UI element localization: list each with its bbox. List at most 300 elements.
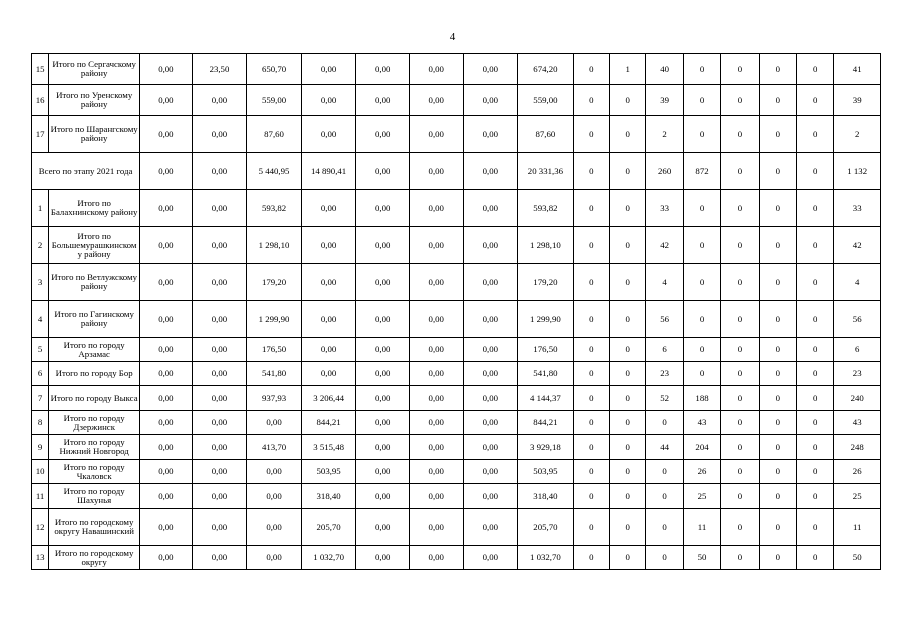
value-cell: 0 bbox=[610, 153, 646, 190]
value-cell: 0,00 bbox=[409, 227, 463, 264]
value-cell: 844,21 bbox=[518, 411, 574, 435]
value-cell: 0 bbox=[683, 85, 720, 116]
value-cell: 0,00 bbox=[409, 484, 463, 509]
value-cell: 1 032,70 bbox=[301, 546, 356, 570]
table-body bbox=[32, 54, 881, 570]
value-cell: 0 bbox=[721, 411, 759, 435]
value-cell: 674,20 bbox=[518, 54, 574, 85]
value-cell: 0 bbox=[797, 362, 834, 386]
value-cell: 0,00 bbox=[192, 85, 247, 116]
value-cell: 0 bbox=[797, 546, 834, 570]
value-cell: 179,20 bbox=[518, 264, 574, 301]
value-cell: 0,00 bbox=[463, 301, 518, 338]
district-name-cell: Итого по городу Арзамас bbox=[49, 338, 140, 362]
value-cell: 0,00 bbox=[463, 546, 518, 570]
value-cell: 0,00 bbox=[301, 301, 356, 338]
value-cell: 0,00 bbox=[140, 509, 193, 546]
value-cell: 0 bbox=[573, 264, 609, 301]
value-cell: 56 bbox=[646, 301, 683, 338]
table-row bbox=[32, 190, 881, 227]
value-cell: 0 bbox=[610, 509, 646, 546]
value-cell: 0 bbox=[573, 190, 609, 227]
value-cell: 0,00 bbox=[192, 546, 247, 570]
value-cell: 0 bbox=[759, 227, 796, 264]
value-cell: 0,00 bbox=[247, 484, 302, 509]
value-cell: 0,00 bbox=[140, 386, 193, 411]
value-cell: 20 331,36 bbox=[518, 153, 574, 190]
row-number-cell: 8 bbox=[32, 411, 49, 435]
value-cell: 541,80 bbox=[247, 362, 302, 386]
table-row bbox=[32, 227, 881, 264]
value-cell: 0 bbox=[646, 509, 683, 546]
value-cell: 0 bbox=[573, 116, 609, 153]
row-number-cell: 3 bbox=[32, 264, 49, 301]
value-cell: 11 bbox=[683, 509, 720, 546]
value-cell: 0 bbox=[721, 190, 759, 227]
value-cell: 559,00 bbox=[247, 85, 302, 116]
value-cell: 0 bbox=[610, 190, 646, 227]
value-cell: 0,00 bbox=[140, 460, 193, 484]
district-name-cell: Итого по городскому округу bbox=[49, 546, 140, 570]
value-cell: 0 bbox=[573, 338, 609, 362]
value-cell: 0,00 bbox=[356, 190, 410, 227]
value-cell: 0,00 bbox=[192, 484, 247, 509]
value-cell: 0,00 bbox=[301, 227, 356, 264]
value-cell: 0,00 bbox=[409, 435, 463, 460]
value-cell: 0,00 bbox=[463, 362, 518, 386]
value-cell: 0 bbox=[646, 411, 683, 435]
value-cell: 1 299,90 bbox=[247, 301, 302, 338]
value-cell: 0 bbox=[610, 227, 646, 264]
value-cell: 0 bbox=[610, 484, 646, 509]
table-row bbox=[32, 362, 881, 386]
value-cell: 541,80 bbox=[518, 362, 574, 386]
value-cell: 26 bbox=[834, 460, 881, 484]
value-cell: 23 bbox=[834, 362, 881, 386]
value-cell: 0,00 bbox=[140, 435, 193, 460]
value-cell: 0 bbox=[759, 362, 796, 386]
value-cell: 260 bbox=[646, 153, 683, 190]
value-cell: 318,40 bbox=[301, 484, 356, 509]
value-cell: 0 bbox=[721, 386, 759, 411]
value-cell: 2 bbox=[646, 116, 683, 153]
table-row bbox=[32, 460, 881, 484]
value-cell: 0,00 bbox=[356, 411, 410, 435]
value-cell: 25 bbox=[683, 484, 720, 509]
value-cell: 0 bbox=[683, 227, 720, 264]
value-cell: 0 bbox=[721, 227, 759, 264]
district-name-cell: Итого по городу Бор bbox=[49, 362, 140, 386]
value-cell: 0,00 bbox=[247, 546, 302, 570]
value-cell: 0 bbox=[573, 153, 609, 190]
value-cell: 0 bbox=[721, 301, 759, 338]
value-cell: 0,00 bbox=[409, 362, 463, 386]
value-cell: 0,00 bbox=[409, 386, 463, 411]
value-cell: 0,00 bbox=[463, 338, 518, 362]
value-cell: 0,00 bbox=[192, 227, 247, 264]
value-cell: 559,00 bbox=[518, 85, 574, 116]
value-cell: 0,00 bbox=[140, 362, 193, 386]
value-cell: 52 bbox=[646, 386, 683, 411]
total-label-cell: Всего по этапу 2021 года bbox=[32, 153, 140, 190]
value-cell: 0 bbox=[759, 153, 796, 190]
value-cell: 0 bbox=[721, 85, 759, 116]
value-cell: 6 bbox=[834, 338, 881, 362]
value-cell: 0,00 bbox=[192, 411, 247, 435]
value-cell: 56 bbox=[834, 301, 881, 338]
value-cell: 4 144,37 bbox=[518, 386, 574, 411]
value-cell: 0,00 bbox=[140, 190, 193, 227]
report-table bbox=[31, 53, 881, 570]
value-cell: 593,82 bbox=[518, 190, 574, 227]
value-cell: 11 bbox=[834, 509, 881, 546]
value-cell: 42 bbox=[646, 227, 683, 264]
value-cell: 0 bbox=[759, 546, 796, 570]
row-number-cell: 9 bbox=[32, 435, 49, 460]
table-row bbox=[32, 484, 881, 509]
value-cell: 39 bbox=[834, 85, 881, 116]
value-cell: 0 bbox=[573, 509, 609, 546]
value-cell: 42 bbox=[834, 227, 881, 264]
value-cell: 318,40 bbox=[518, 484, 574, 509]
value-cell: 844,21 bbox=[301, 411, 356, 435]
value-cell: 0,00 bbox=[409, 85, 463, 116]
value-cell: 0 bbox=[797, 386, 834, 411]
value-cell: 872 bbox=[683, 153, 720, 190]
district-name-cell: Итого по Ветлужскому району bbox=[49, 264, 140, 301]
value-cell: 1 299,90 bbox=[518, 301, 574, 338]
value-cell: 0,00 bbox=[463, 509, 518, 546]
value-cell: 0 bbox=[646, 484, 683, 509]
row-number-cell: 6 bbox=[32, 362, 49, 386]
value-cell: 0,00 bbox=[409, 116, 463, 153]
value-cell: 0 bbox=[721, 509, 759, 546]
value-cell: 0 bbox=[797, 116, 834, 153]
value-cell: 0 bbox=[721, 546, 759, 570]
value-cell: 0,00 bbox=[356, 546, 410, 570]
value-cell: 0,00 bbox=[192, 153, 247, 190]
district-name-cell: Итого по городскому округу Навашинский bbox=[49, 509, 140, 546]
value-cell: 0 bbox=[573, 301, 609, 338]
value-cell: 40 bbox=[646, 54, 683, 85]
row-number-cell: 16 bbox=[32, 85, 49, 116]
value-cell: 205,70 bbox=[301, 509, 356, 546]
table-row bbox=[32, 411, 881, 435]
value-cell: 0,00 bbox=[301, 190, 356, 227]
value-cell: 0 bbox=[721, 460, 759, 484]
value-cell: 0,00 bbox=[140, 153, 193, 190]
table-row bbox=[32, 338, 881, 362]
value-cell: 0 bbox=[721, 54, 759, 85]
value-cell: 240 bbox=[834, 386, 881, 411]
value-cell: 0 bbox=[759, 435, 796, 460]
value-cell: 0,00 bbox=[409, 338, 463, 362]
value-cell: 0 bbox=[610, 301, 646, 338]
value-cell: 0,00 bbox=[463, 54, 518, 85]
value-cell: 0,00 bbox=[463, 153, 518, 190]
value-cell: 0 bbox=[721, 338, 759, 362]
district-name-cell: Итого по городу Шахунья bbox=[49, 484, 140, 509]
value-cell: 0,00 bbox=[463, 116, 518, 153]
value-cell: 0 bbox=[683, 54, 720, 85]
value-cell: 3 206,44 bbox=[301, 386, 356, 411]
value-cell: 1 bbox=[610, 54, 646, 85]
value-cell: 4 bbox=[646, 264, 683, 301]
value-cell: 0,00 bbox=[409, 301, 463, 338]
value-cell: 0 bbox=[683, 190, 720, 227]
value-cell: 0 bbox=[797, 153, 834, 190]
value-cell: 0 bbox=[759, 54, 796, 85]
value-cell: 0,00 bbox=[463, 435, 518, 460]
value-cell: 0 bbox=[759, 301, 796, 338]
value-cell: 503,95 bbox=[301, 460, 356, 484]
value-cell: 176,50 bbox=[247, 338, 302, 362]
value-cell: 0,00 bbox=[192, 116, 247, 153]
value-cell: 26 bbox=[683, 460, 720, 484]
value-cell: 0,00 bbox=[356, 153, 410, 190]
table-row bbox=[32, 264, 881, 301]
value-cell: 0 bbox=[797, 484, 834, 509]
value-cell: 0,00 bbox=[356, 264, 410, 301]
value-cell: 23 bbox=[646, 362, 683, 386]
value-cell: 0,00 bbox=[247, 411, 302, 435]
value-cell: 0 bbox=[721, 264, 759, 301]
district-name-cell: Итого по городу Выкса bbox=[49, 386, 140, 411]
value-cell: 0 bbox=[683, 116, 720, 153]
value-cell: 0,00 bbox=[463, 484, 518, 509]
value-cell: 0,00 bbox=[140, 54, 193, 85]
table-row bbox=[32, 386, 881, 411]
value-cell: 0 bbox=[797, 227, 834, 264]
value-cell: 0,00 bbox=[356, 509, 410, 546]
value-cell: 0 bbox=[646, 460, 683, 484]
value-cell: 33 bbox=[646, 190, 683, 227]
value-cell: 33 bbox=[834, 190, 881, 227]
value-cell: 0,00 bbox=[409, 264, 463, 301]
value-cell: 0,00 bbox=[356, 116, 410, 153]
value-cell: 204 bbox=[683, 435, 720, 460]
value-cell: 0,00 bbox=[192, 190, 247, 227]
row-number-cell: 10 bbox=[32, 460, 49, 484]
value-cell: 0 bbox=[797, 411, 834, 435]
value-cell: 248 bbox=[834, 435, 881, 460]
value-cell: 0 bbox=[610, 435, 646, 460]
value-cell: 6 bbox=[646, 338, 683, 362]
value-cell: 41 bbox=[834, 54, 881, 85]
value-cell: 0,00 bbox=[463, 386, 518, 411]
value-cell: 0 bbox=[759, 411, 796, 435]
table-row bbox=[32, 509, 881, 546]
value-cell: 0 bbox=[683, 264, 720, 301]
value-cell: 3 515,48 bbox=[301, 435, 356, 460]
value-cell: 0 bbox=[573, 411, 609, 435]
value-cell: 0,00 bbox=[192, 338, 247, 362]
value-cell: 0,00 bbox=[409, 546, 463, 570]
value-cell: 43 bbox=[834, 411, 881, 435]
table-row bbox=[32, 85, 881, 116]
value-cell: 503,95 bbox=[518, 460, 574, 484]
district-name-cell: Итого по городу Чкаловск bbox=[49, 460, 140, 484]
value-cell: 0 bbox=[573, 227, 609, 264]
value-cell: 0 bbox=[721, 435, 759, 460]
value-cell: 0 bbox=[721, 116, 759, 153]
value-cell: 0 bbox=[610, 338, 646, 362]
value-cell: 5 440,95 bbox=[247, 153, 302, 190]
table-row bbox=[32, 54, 881, 85]
value-cell: 44 bbox=[646, 435, 683, 460]
value-cell: 188 bbox=[683, 386, 720, 411]
value-cell: 0,00 bbox=[463, 227, 518, 264]
value-cell: 0,00 bbox=[301, 85, 356, 116]
value-cell: 0 bbox=[573, 386, 609, 411]
value-cell: 0,00 bbox=[301, 362, 356, 386]
value-cell: 0,00 bbox=[409, 509, 463, 546]
value-cell: 0 bbox=[759, 484, 796, 509]
district-name-cell: Итого по Гагинскому району bbox=[49, 301, 140, 338]
value-cell: 0,00 bbox=[140, 264, 193, 301]
value-cell: 0,00 bbox=[409, 190, 463, 227]
value-cell: 0 bbox=[610, 411, 646, 435]
value-cell: 0,00 bbox=[301, 338, 356, 362]
value-cell: 50 bbox=[683, 546, 720, 570]
value-cell: 0,00 bbox=[409, 153, 463, 190]
value-cell: 0 bbox=[759, 85, 796, 116]
table-row bbox=[32, 301, 881, 338]
value-cell: 2 bbox=[834, 116, 881, 153]
value-cell: 0,00 bbox=[356, 301, 410, 338]
value-cell: 0 bbox=[721, 153, 759, 190]
value-cell: 0 bbox=[797, 435, 834, 460]
value-cell: 205,70 bbox=[518, 509, 574, 546]
value-cell: 43 bbox=[683, 411, 720, 435]
value-cell: 0,00 bbox=[140, 116, 193, 153]
value-cell: 0,00 bbox=[192, 509, 247, 546]
value-cell: 0,00 bbox=[140, 484, 193, 509]
value-cell: 0 bbox=[610, 264, 646, 301]
value-cell: 1 132 bbox=[834, 153, 881, 190]
row-number-cell: 7 bbox=[32, 386, 49, 411]
value-cell: 0 bbox=[573, 54, 609, 85]
value-cell: 0 bbox=[646, 546, 683, 570]
value-cell: 0,00 bbox=[356, 386, 410, 411]
value-cell: 0 bbox=[797, 301, 834, 338]
value-cell: 0 bbox=[610, 546, 646, 570]
row-number-cell: 4 bbox=[32, 301, 49, 338]
value-cell: 0,00 bbox=[192, 362, 247, 386]
value-cell: 0 bbox=[573, 435, 609, 460]
value-cell: 0 bbox=[610, 362, 646, 386]
value-cell: 50 bbox=[834, 546, 881, 570]
value-cell: 650,70 bbox=[247, 54, 302, 85]
value-cell: 87,60 bbox=[518, 116, 574, 153]
value-cell: 1 032,70 bbox=[518, 546, 574, 570]
value-cell: 0,00 bbox=[247, 460, 302, 484]
value-cell: 0,00 bbox=[356, 85, 410, 116]
value-cell: 0 bbox=[797, 264, 834, 301]
value-cell: 87,60 bbox=[247, 116, 302, 153]
value-cell: 0 bbox=[573, 484, 609, 509]
table-row bbox=[32, 116, 881, 153]
value-cell: 0 bbox=[573, 460, 609, 484]
value-cell: 176,50 bbox=[518, 338, 574, 362]
district-name-cell: Итого по городу Нижний Новгород bbox=[49, 435, 140, 460]
value-cell: 0,00 bbox=[140, 227, 193, 264]
row-number-cell: 5 bbox=[32, 338, 49, 362]
value-cell: 0,00 bbox=[356, 460, 410, 484]
value-cell: 3 929,18 bbox=[518, 435, 574, 460]
value-cell: 0 bbox=[610, 116, 646, 153]
value-cell: 0,00 bbox=[356, 484, 410, 509]
value-cell: 0 bbox=[573, 546, 609, 570]
value-cell: 0,00 bbox=[356, 227, 410, 264]
table-row bbox=[32, 546, 881, 570]
district-name-cell: Итого по Сергачскому району bbox=[49, 54, 140, 85]
value-cell: 0,00 bbox=[140, 301, 193, 338]
value-cell: 0 bbox=[797, 190, 834, 227]
value-cell: 23,50 bbox=[192, 54, 247, 85]
value-cell: 0 bbox=[683, 338, 720, 362]
value-cell: 0 bbox=[721, 484, 759, 509]
value-cell: 0 bbox=[797, 85, 834, 116]
value-cell: 0,00 bbox=[140, 85, 193, 116]
value-cell: 0 bbox=[759, 460, 796, 484]
value-cell: 0 bbox=[573, 362, 609, 386]
value-cell: 14 890,41 bbox=[301, 153, 356, 190]
value-cell: 937,93 bbox=[247, 386, 302, 411]
value-cell: 0 bbox=[759, 190, 796, 227]
row-number-cell: 15 bbox=[32, 54, 49, 85]
district-name-cell: Итого по Шарангскому району bbox=[49, 116, 140, 153]
value-cell: 593,82 bbox=[247, 190, 302, 227]
row-number-cell: 12 bbox=[32, 509, 49, 546]
district-name-cell: Итого по Уренскому району bbox=[49, 85, 140, 116]
district-name-cell: Итого по Балахнинскому району bbox=[49, 190, 140, 227]
value-cell: 0 bbox=[759, 386, 796, 411]
value-cell: 0 bbox=[683, 301, 720, 338]
value-cell: 413,70 bbox=[247, 435, 302, 460]
value-cell: 0,00 bbox=[192, 301, 247, 338]
value-cell: 0,00 bbox=[192, 460, 247, 484]
value-cell: 0,00 bbox=[356, 435, 410, 460]
value-cell: 0 bbox=[797, 509, 834, 546]
value-cell: 0,00 bbox=[463, 411, 518, 435]
value-cell: 0,00 bbox=[301, 116, 356, 153]
row-number-cell: 17 bbox=[32, 116, 49, 153]
value-cell: 0 bbox=[759, 509, 796, 546]
value-cell: 0 bbox=[797, 338, 834, 362]
value-cell: 0 bbox=[721, 362, 759, 386]
value-cell: 0,00 bbox=[409, 411, 463, 435]
value-cell: 0,00 bbox=[463, 264, 518, 301]
value-cell: 0,00 bbox=[463, 85, 518, 116]
value-cell: 0,00 bbox=[463, 460, 518, 484]
value-cell: 0,00 bbox=[140, 338, 193, 362]
value-cell: 0 bbox=[573, 85, 609, 116]
value-cell: 0,00 bbox=[409, 460, 463, 484]
district-name-cell: Итого по Большемурашкинскому району bbox=[49, 227, 140, 264]
value-cell: 4 bbox=[834, 264, 881, 301]
page-number: 4 bbox=[449, 31, 456, 43]
table-row-total bbox=[32, 153, 881, 190]
value-cell: 0,00 bbox=[192, 264, 247, 301]
value-cell: 0,00 bbox=[409, 54, 463, 85]
district-name-cell: Итого по городу Дзержинск bbox=[49, 411, 140, 435]
value-cell: 39 bbox=[646, 85, 683, 116]
value-cell: 0,00 bbox=[356, 54, 410, 85]
row-number-cell: 11 bbox=[32, 484, 49, 509]
value-cell: 0,00 bbox=[356, 338, 410, 362]
value-cell: 0 bbox=[759, 264, 796, 301]
